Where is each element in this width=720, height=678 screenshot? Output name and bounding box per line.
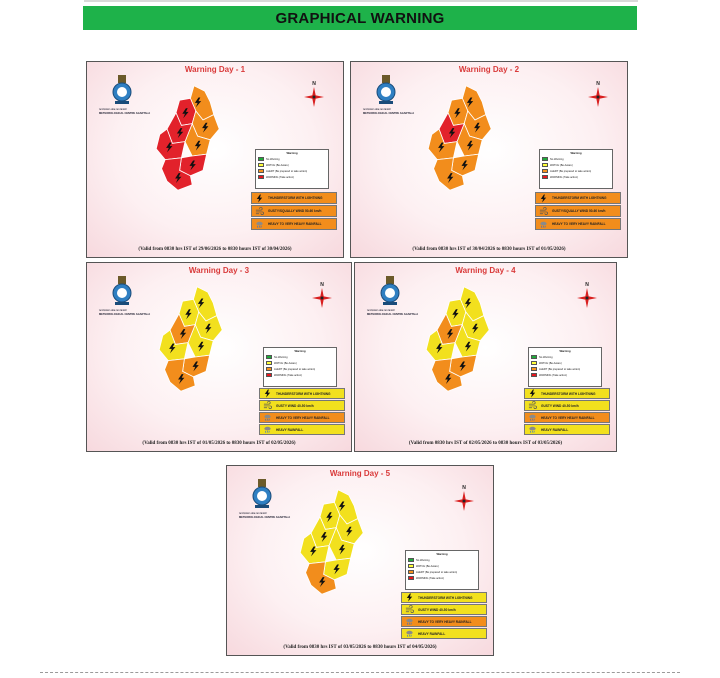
legend-label: ALERT (Be prepared to take action) [550, 169, 592, 173]
wind-icon [255, 207, 264, 216]
legend-swatch [542, 157, 548, 161]
compass-icon [576, 281, 598, 311]
event-rain-cloud [259, 412, 345, 423]
legend-swatch [408, 558, 414, 562]
imd-emblem [111, 275, 133, 307]
event-label: THUNDERSTORM WITH LIGHTNING [418, 595, 473, 600]
panel-title: Warning Day - 3 [188, 266, 250, 275]
legend-swatch [266, 361, 272, 365]
event-label: THUNDERSTORM WITH LIGHTNING [276, 391, 331, 396]
tripura-district-map [284, 482, 374, 602]
legend-label: ALERT (Be prepared to take action) [416, 570, 458, 574]
compass-icon [311, 281, 333, 311]
wind-icon [539, 207, 548, 216]
event-label: GUSTY/SQUALLY WIND 50-60 km/h [552, 209, 606, 213]
event-label: HEAVY RAINFALL [541, 427, 569, 432]
event-icon-wrap [252, 219, 266, 229]
warning-panel-day-5 [226, 465, 494, 656]
wind-icon [263, 401, 272, 410]
legend-label: WATCH (Be Aware) [416, 564, 439, 568]
compass-icon [303, 80, 325, 110]
event-wind [259, 400, 345, 411]
event-label: HEAVY TO VERY HEAVY RAINFALL [276, 415, 330, 420]
event-lightning [259, 388, 345, 399]
warning-legend [263, 347, 337, 387]
top-divider [84, 0, 638, 2]
tripura-district-map [140, 78, 230, 198]
north-label: N [320, 282, 324, 288]
legend-label: No Warning [274, 355, 288, 359]
legend-swatch [542, 175, 548, 179]
event-icon-wrap [252, 193, 266, 203]
lightning-icon [539, 194, 548, 203]
legend-swatch [531, 373, 537, 377]
org-name-local: আবহাওয়া কেন্দ্র আগরতলা [99, 108, 127, 111]
event-icon-wrap [536, 193, 550, 203]
event-label: HEAVY TO VERY HEAVY RAINFALL [552, 222, 606, 226]
validity-period: (Valid from 0830 hrs IST of 02/05/2026 to 0830 hours IST of 03/05/2026) [408, 441, 563, 446]
legend-swatch [408, 564, 414, 568]
legend-title: Warning [570, 151, 582, 155]
warning-legend [539, 149, 613, 189]
event-icon-wrap [402, 617, 416, 626]
bottom-divider [40, 672, 680, 673]
event-rain-cloud [524, 412, 610, 423]
event-icon-wrap [260, 389, 274, 398]
validity-period: (Valid from 0830 hrs IST of 01/05/2026 to 0830 hours IST of 02/05/2026) [142, 441, 296, 446]
legend-swatch [531, 361, 537, 365]
event-icon-wrap [260, 425, 274, 434]
tripura-district-map [410, 279, 500, 399]
legend-label: No Warning [266, 157, 280, 161]
lightning-icon [405, 593, 414, 602]
event-icon-wrap [525, 413, 539, 422]
event-icon-wrap [260, 413, 274, 422]
legend-label: WARNING (Take action) [416, 576, 445, 580]
legend-label: WATCH (Be Aware) [539, 361, 562, 365]
imd-emblem [251, 478, 273, 510]
event-label: HEAVY TO VERY HEAVY RAINFALL [268, 222, 322, 226]
org-name: METEOROLOGICAL CENTRE AGARTALA [99, 313, 151, 316]
wind-icon [405, 605, 414, 614]
validity-period: (Valid from 0830 hrs IST of 29/06/2026 to 0830 hours IST of 30/04/2026) [138, 247, 292, 252]
event-lightning [524, 388, 610, 399]
legend-title: Warning [559, 349, 571, 353]
wind-icon [528, 401, 537, 410]
event-lightning [251, 192, 337, 204]
org-name: METEOROLOGICAL CENTRE AGARTALA [99, 112, 151, 115]
legend-swatch [542, 169, 548, 173]
legend-swatch [258, 175, 264, 179]
rain-cloud-icon [263, 413, 272, 422]
event-icon-wrap [525, 401, 539, 410]
event-label: GUSTY WIND 40-50 km/h [418, 607, 456, 612]
legend-label: WATCH (Be Aware) [266, 163, 289, 167]
compass-icon [453, 484, 475, 514]
legend-item [258, 174, 326, 180]
event-icon-wrap [525, 425, 539, 434]
rain-cloud-icon [405, 617, 414, 626]
org-name-local: আবহাওয়া কেন্দ্র আগরতলা [239, 512, 267, 515]
lightning-icon [528, 389, 537, 398]
event-wind [251, 205, 337, 217]
panel-title: Warning Day - 1 [184, 65, 246, 74]
lightning-icon [255, 194, 264, 203]
legend-label: WARNING (Take action) [550, 175, 579, 179]
north-label: N [312, 81, 316, 87]
legend-swatch [531, 355, 537, 359]
tripura-district-map [412, 78, 502, 198]
org-name-local: আবহাওয়া কেন্দ্র আগরতলা [363, 108, 391, 111]
event-label: HEAVY TO VERY HEAVY RAINFALL [541, 415, 595, 420]
event-icon-wrap [525, 389, 539, 398]
legend-item [266, 372, 334, 378]
warning-panel-day-2 [350, 61, 628, 258]
event-icon-wrap [402, 605, 416, 614]
warning-panel-day-1 [86, 61, 344, 258]
compass-icon [587, 80, 609, 110]
legend-label: ALERT (Be prepared to take action) [266, 169, 308, 173]
event-label: THUNDERSTORM WITH LIGHTNING [268, 196, 323, 200]
event-rain-cloud [535, 218, 621, 230]
event-label: GUSTY/SQUALLY WIND 50-60 km/h [268, 209, 322, 213]
legend-swatch [258, 163, 264, 167]
legend-label: No Warning [550, 157, 564, 161]
event-wind [401, 604, 487, 615]
legend-item [542, 174, 610, 180]
legend-label: WATCH (Be Aware) [274, 361, 297, 365]
event-label: HEAVY RAINFALL [276, 427, 304, 432]
warning-legend [255, 149, 329, 189]
legend-label: WATCH (Be Aware) [550, 163, 573, 167]
panel-title: Warning Day - 4 [455, 266, 516, 275]
org-name: METEOROLOGICAL CENTRE AGARTALA [367, 313, 419, 316]
warning-legend [405, 550, 479, 590]
event-rain-cloud [259, 424, 345, 435]
rain-cloud-icon [528, 425, 537, 434]
north-label: N [596, 81, 600, 87]
event-icon-wrap [536, 206, 550, 216]
legend-title: Warning [436, 552, 448, 556]
imd-emblem [111, 74, 133, 106]
event-label: GUSTY WIND 40-50 km/h [541, 403, 579, 408]
event-label: HEAVY TO VERY HEAVY RAINFALL [418, 619, 472, 624]
rain-cloud-icon [263, 425, 272, 434]
event-label: HEAVY RAINFALL [418, 631, 446, 636]
legend-swatch [258, 169, 264, 173]
panel-title: Warning Day - 5 [329, 469, 391, 478]
event-lightning [535, 192, 621, 204]
event-rain-cloud [251, 218, 337, 230]
event-wind [535, 205, 621, 217]
north-label: N [585, 282, 589, 288]
event-icon-wrap [260, 401, 274, 410]
event-label: GUSTY WIND 40-50 km/h [276, 403, 314, 408]
warning-legend [528, 347, 602, 387]
imd-emblem [379, 275, 401, 307]
legend-label: ALERT (Be prepared to take action) [274, 367, 316, 371]
event-label: THUNDERSTORM WITH LIGHTNING [552, 196, 607, 200]
warning-panel-day-4 [354, 262, 617, 452]
legend-item [531, 372, 599, 378]
north-label: N [462, 485, 466, 491]
rain-cloud-icon [405, 629, 414, 638]
org-name-local: আবহাওয়া কেন্দ্র আগরতলা [367, 309, 395, 312]
legend-item [408, 575, 476, 581]
rain-cloud-icon [539, 220, 548, 229]
legend-label: WARNING (Take action) [266, 175, 295, 179]
lightning-icon [263, 389, 272, 398]
event-rain-cloud [524, 424, 610, 435]
validity-period: (Valid from 0830 hrs IST of 30/04/2026 to 0830 hours IST of 01/05/2026) [412, 247, 566, 252]
panel-title: Warning Day - 2 [458, 65, 520, 74]
page-title: GRAPHICAL WARNING [83, 6, 637, 30]
event-icon-wrap [402, 629, 416, 638]
legend-label: ALERT (Be prepared to take action) [539, 367, 581, 371]
legend-swatch [266, 373, 272, 377]
imd-emblem [375, 74, 397, 106]
legend-label: No Warning [416, 558, 430, 562]
event-wind [524, 400, 610, 411]
legend-swatch [542, 163, 548, 167]
org-name: METEOROLOGICAL CENTRE AGARTALA [239, 516, 291, 519]
org-name-local: আবহাওয়া কেন্দ্র আগরতলা [99, 309, 127, 312]
org-name: METEOROLOGICAL CENTRE AGARTALA [363, 112, 415, 115]
legend-swatch [408, 576, 414, 580]
event-label: THUNDERSTORM WITH LIGHTNING [541, 391, 596, 396]
rain-cloud-icon [528, 413, 537, 422]
legend-label: WARNING (Take action) [539, 373, 568, 377]
event-rain-cloud [401, 616, 487, 627]
legend-title: Warning [286, 151, 298, 155]
event-icon-wrap [402, 593, 416, 602]
legend-swatch [266, 355, 272, 359]
event-icon-wrap [252, 206, 266, 216]
legend-swatch [531, 367, 537, 371]
legend-title: Warning [294, 349, 306, 353]
event-lightning [401, 592, 487, 603]
warning-panel-day-3 [86, 262, 352, 452]
legend-swatch [258, 157, 264, 161]
event-rain-cloud [401, 628, 487, 639]
legend-label: No Warning [539, 355, 553, 359]
validity-period: (Valid from 0830 hrs IST of 03/05/2026 to 0830 hours IST of 04/05/2026) [283, 645, 437, 650]
event-icon-wrap [536, 219, 550, 229]
tripura-district-map [143, 279, 233, 399]
legend-label: WARNING (Take action) [274, 373, 303, 377]
rain-cloud-icon [255, 220, 264, 229]
legend-swatch [266, 367, 272, 371]
legend-swatch [408, 570, 414, 574]
